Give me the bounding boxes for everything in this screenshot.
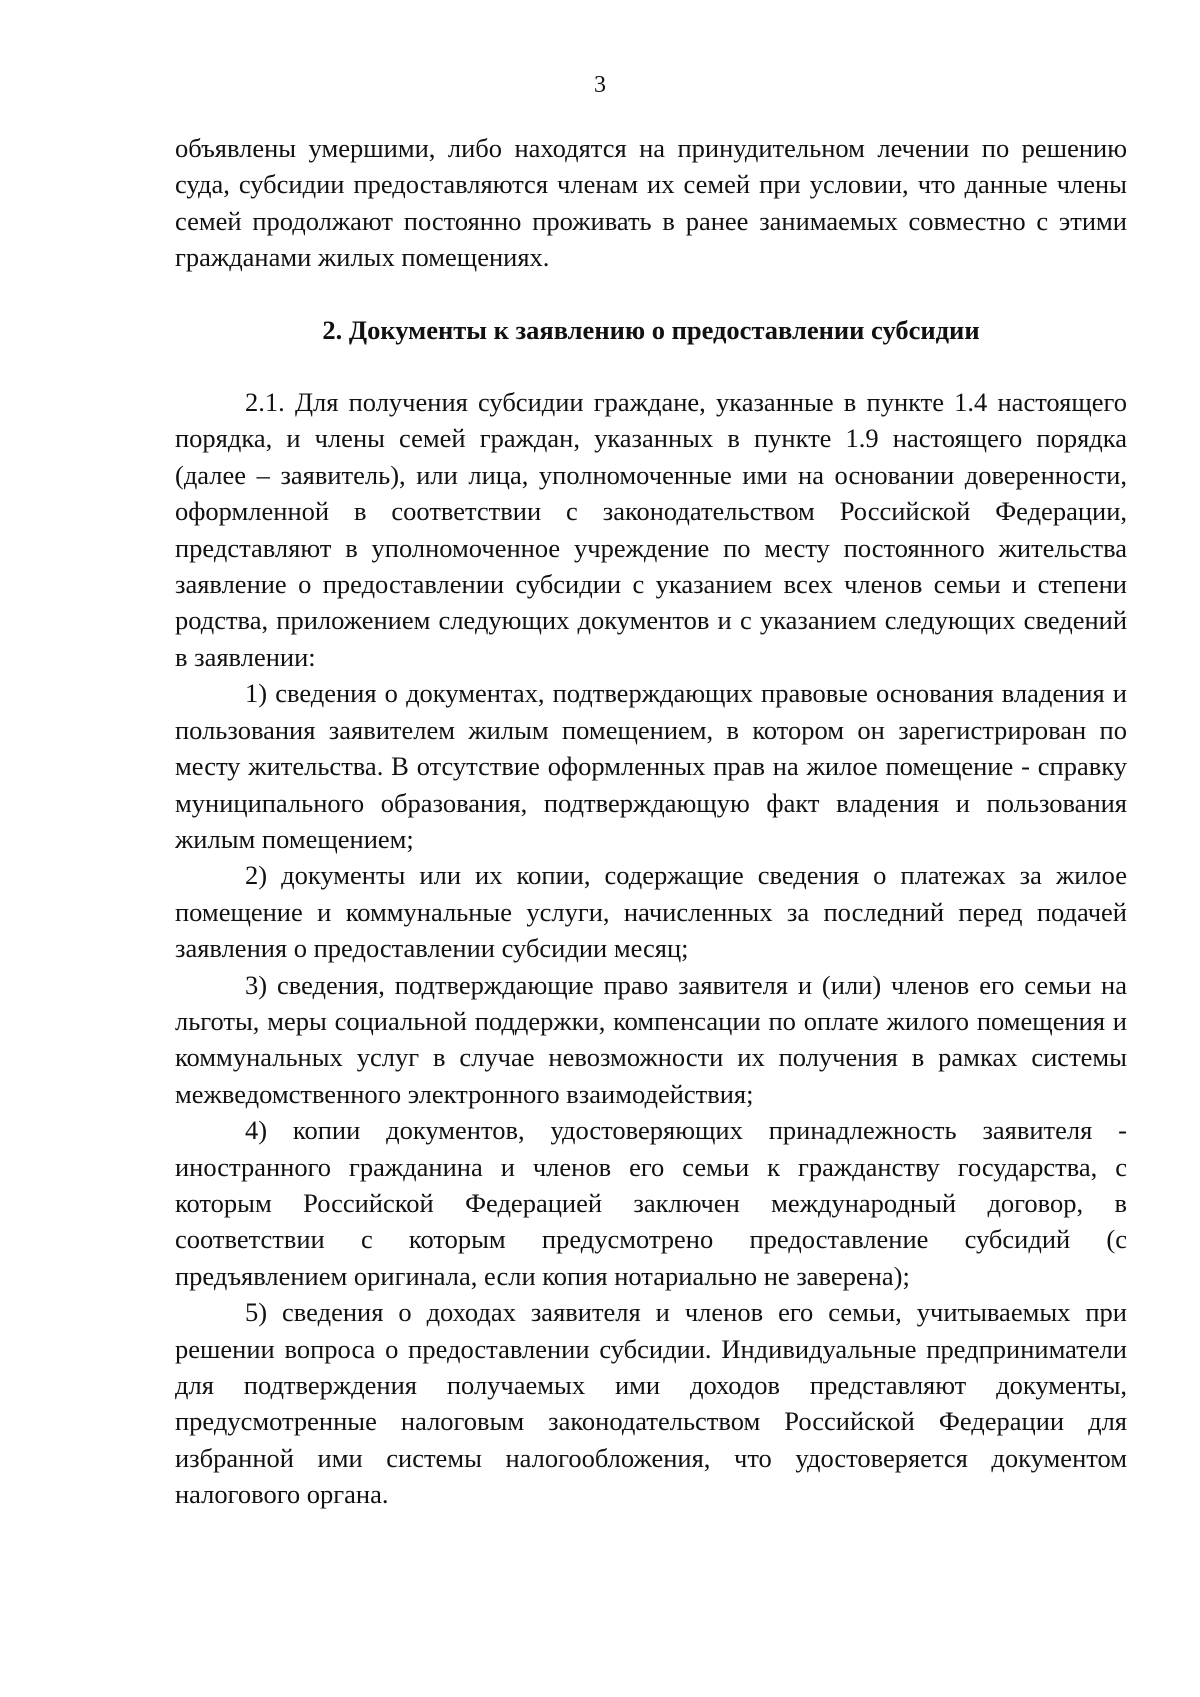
- page-number: 3: [594, 72, 606, 98]
- list-item-2: 2) документы или их копии, содержащие сведения о платежах за жилое помещение и коммунальные услуги, начисленных за последний перед подачей заявления о предоставлении субсидии месяц;: [175, 860, 1127, 964]
- section-heading: 2. Документы к заявлению о предоставлении субсидии: [322, 314, 980, 345]
- list-item-1: 1) сведения о документах, подтверждающих правовые основания владения и пользования заявителем жилым помещением, в котором он зарегистрирован по месту жительства. В отсутствие оформленных прав на жилое помещение - справку муниципального образования, подтверждающую факт владения и пользования жилым помещением;: [175, 678, 1127, 854]
- document-body: [175, 130, 1127, 1513]
- list-item-4: 4) копии документов, удостоверяющих принадлежность заявителя - иностранного гражданина и членов его семьи к гражданству государства, с которым Российской Федерацией заключен международный договор, в соответствии с которым предусмотрено предоставление субсидий (с предъявлением оригинала, если копия нотариально не заверена);: [175, 1115, 1127, 1291]
- paragraph-continuation: объявлены умершими, либо находятся на принудительном лечении по решению суда, субсидии предоставляются членам их семей при условии, что данные члены семей продолжают постоянно проживать в ранее занимаемых совместно с этими гражданами жилых помещениях.: [175, 133, 1127, 273]
- list-item-5: 5) сведения о доходах заявителя и членов его семьи, учитываемых при решении вопроса о предоставлении субсидии. Индивидуальные предприниматели для подтверждения получаемых ими доходов представляют документы, предусмотренные налоговым законодательством Российской Федерации для избранной ими системы налогообложения, что удостоверяется документом налогового органа.: [175, 1297, 1127, 1510]
- paragraph-2-1: 2.1. Для получения субсидии граждане, указанные в пункте 1.4 настоящего порядка, и члены семей граждан, указанных в пункте 1.9 настоящего порядка (далее – заявитель), или лица, уполномоченные ими на основании доверенности, оформленной в соответствии с законодательством Российской Федерации, представляют в уполномоченное учреждение по месту постоянного жительства заявление о предоставлении субсидии с указанием всех членов семьи и степени родства, приложением следующих документов и с указанием следующих сведений в заявлении:: [175, 387, 1127, 672]
- list-item-3: 3) сведения, подтверждающие право заявителя и (или) членов его семьи на льготы, меры социальной поддержки, компенсации по оплате жилого помещения и коммунальных услуг в случае невозможности их получения в рамках системы межведомственного электронного взаимодействия;: [175, 969, 1127, 1109]
